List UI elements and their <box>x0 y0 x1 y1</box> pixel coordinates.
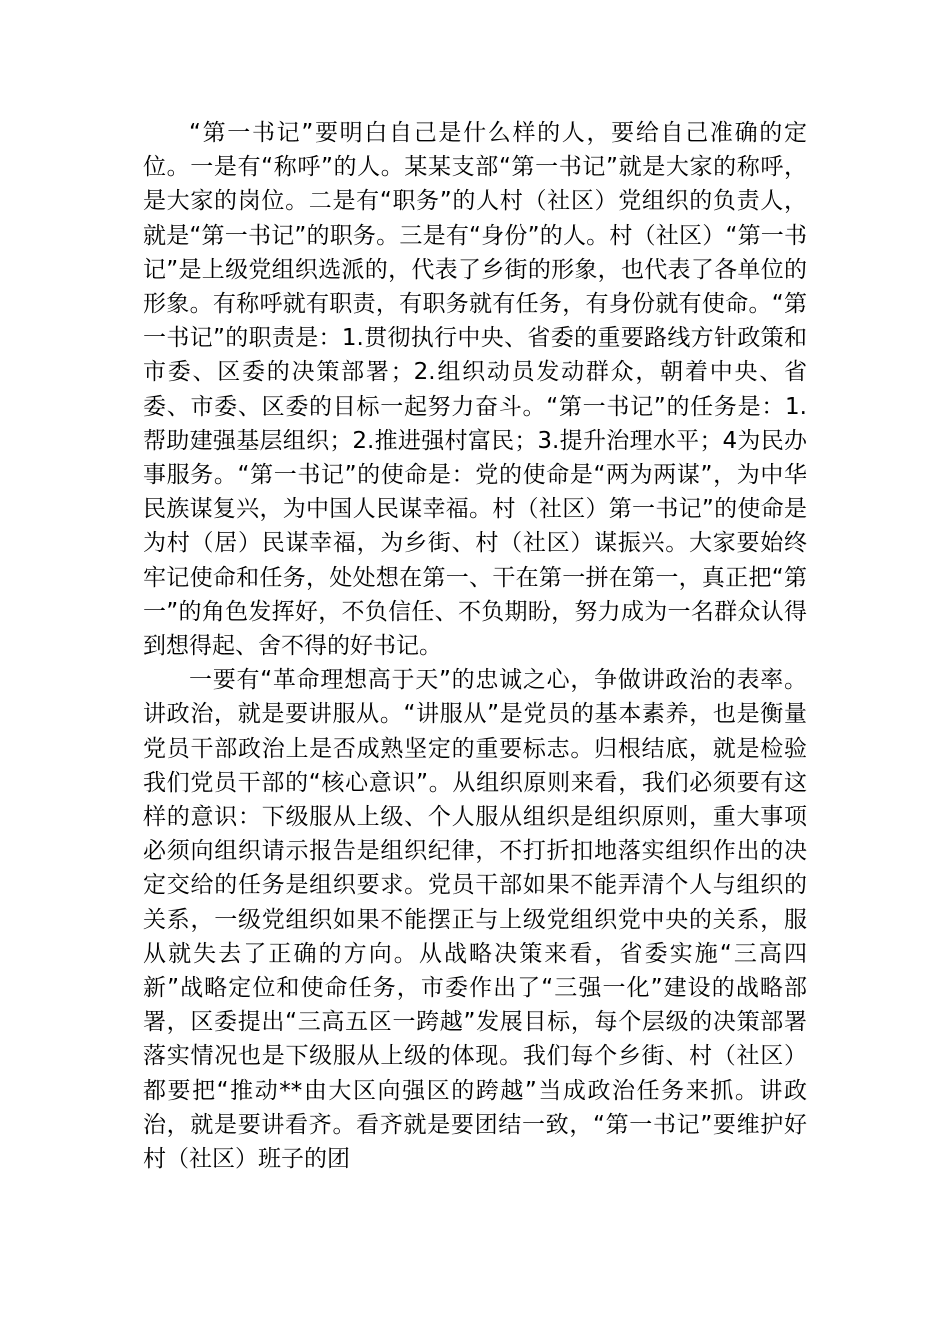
document-page <box>143 116 807 1176</box>
paragraph-first-secretary-role: “第一书记”要明白自己是什么样的人，要给自己准确的定位。一是有“称呼”的人。某某支部“第一书记”就是大家的称呼，是大家的岗位。二是有“职务”的人村（社区）党组织的负责人，就是“第一书记”的职务。三是有“身份”的人。村（社区）“第一书记”是上级党组织选派的，代表了乡街的形象，也代表了各单位的形象。有称呼就有职责，有职务就有任务，有身份就有使命。“第一书记”的职责是：1.贯彻执行中央、省委的重要路线方针政策和市委、区委的决策部署；2.组织动员发动群众，朝着中央、省委、市委、区委的目标一起努力奋斗。“第一书记”的任务是：1.帮助建强基层组织；2.推进强村富民；3.提升治理水平；4为民办事服务。“第一书记”的使命是：党的使命是“两为两谋”，为中华民族谋复兴，为中国人民谋幸福。村（社区）第一书记”的使命是为村（居）民谋幸福，为乡街、村（社区）谋振兴。大家要始终牢记使命和任务，处处想在第一、干在第一拼在第一，真正把“第一”的角色发挥好，不负信任、不负期盼，努力成为一名群众认得到想得起、舍不得的好书记。 <box>143 120 807 660</box>
paragraph-loyalty-politics: 一要有“革命理想高于天”的忠诚之心，争做讲政治的表率。讲政治，就是要讲服从。“讲服从”是党员的基本素养，也是衡量党员干部政治上是否成熟坚定的重要标志。归根结底，就是检验我们党员干部的“核心意识”。从组织原则来看，我们必须要有这样的意识：下级服从上级、个人服从组织是组织原则，重大事项必须向组织请示报告是组织纪律，不打折扣地落实组织作出的决定交给的任务是组织要求。党员干部如果不能弄清个人与组织的关系，一级党组织如果不能摆正与上级党组织党中央的关系，服从就失去了正确的方向。从战略决策来看，省委实施“三高四新”战略定位和使命任务，市委作出了“三强一化”建设的战略部署，区委提出“三高五区一跨越”发展目标，每个层级的决策部署落实情况也是下级服从上级的体现。我们每个乡街、村（社区）都要把“推动**由大区向强区的跨越”当成政治任务来抓。讲政治，就是要讲看齐。看齐就是要团结一致，“第一书记”要维护好村（社区）班子的团 <box>143 667 807 1173</box>
